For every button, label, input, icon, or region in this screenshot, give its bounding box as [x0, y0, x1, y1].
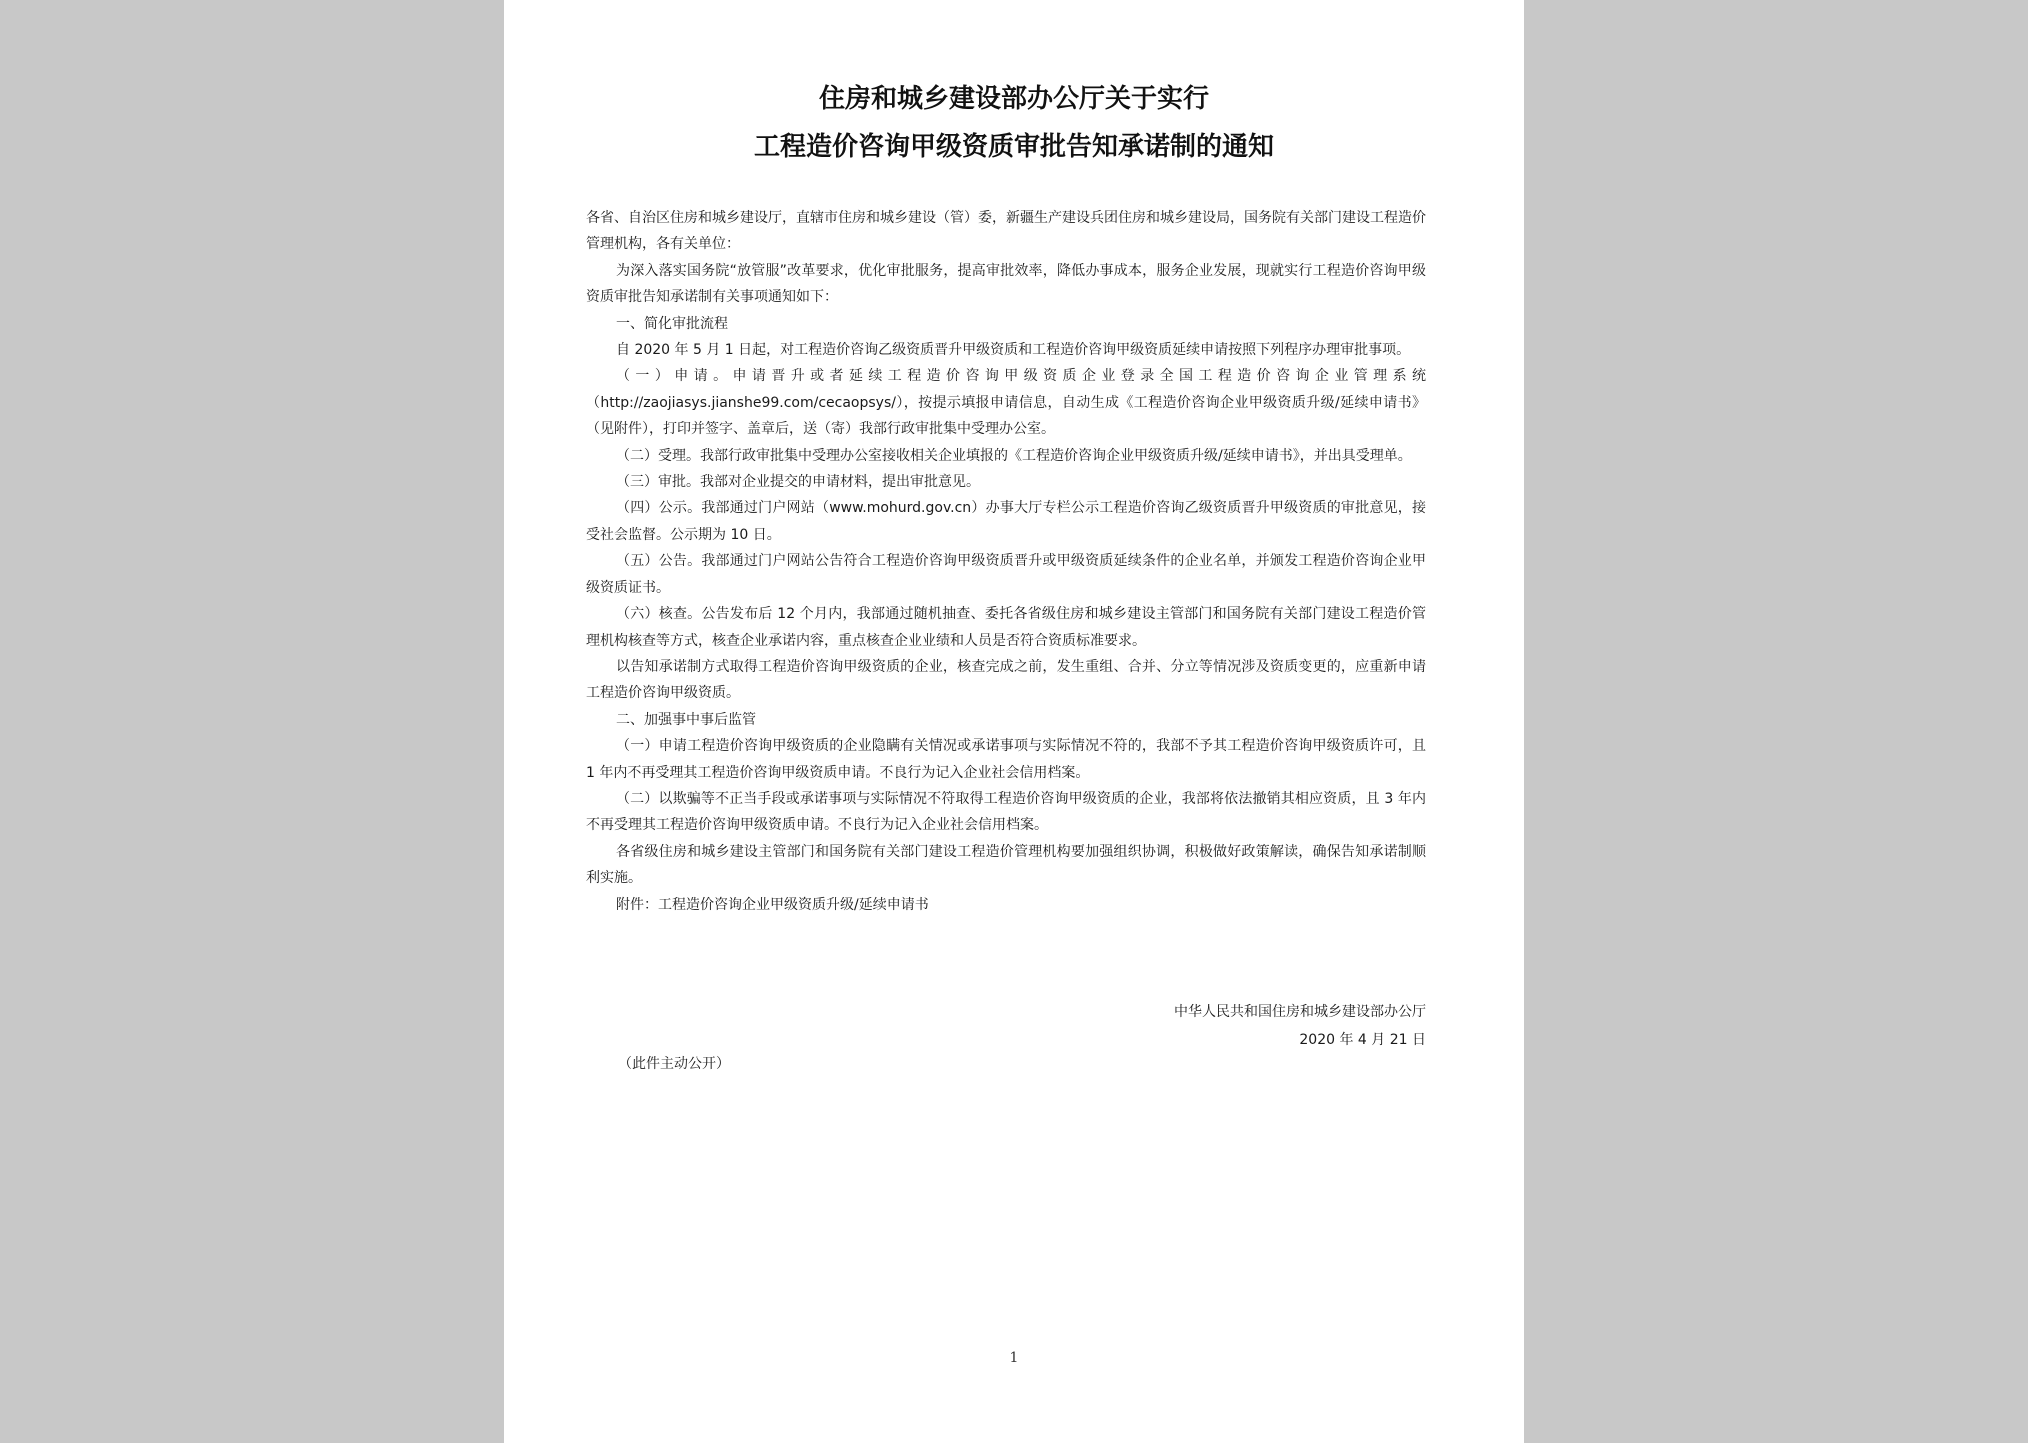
section-heading-2: 二、加强事中事后监管	[616, 711, 756, 728]
document-title-line-2: 工程造价咨询甲级资质审批告知承诺制的通知	[753, 132, 1274, 162]
body-paragraph: 自 2020 年 5 月 1 日起，对工程造价咨询乙级资质晋升甲级资质和工程造价咨询甲级资质延续申请按照下列程序办理审批事项。	[616, 342, 1411, 359]
body-paragraph: （一）申请。申请晋升或者延续工程造价咨询甲级资质企业登录全国工程造价咨询企业管理系统（http://zaojiasys.jianshe99.com/cecaopsys/），按提示填报申请信息，自动生成《工程造价咨询企业甲级资质升级/延续申请书》（见附件），打印并签字、盖章后，送（寄）我部行政审批集中受理办公室。	[586, 368, 1426, 438]
signature-block	[586, 998, 1426, 1054]
body-paragraph: （一）申请工程造价咨询甲级资质的企业隐瞒有关情况或承诺事项与实际情况不符的，我部不予其工程造价咨询甲级资质许可，且 1 年内不再受理其工程造价咨询甲级资质申请。不良行为记入企业社会信用档案。	[586, 738, 1426, 781]
body-paragraph: （四）公示。我部通过门户网站（www.mohurd.gov.cn）办事大厅专栏公示工程造价咨询乙级资质晋升甲级资质的审批意见，接受社会监督。公示期为 10 日。	[586, 500, 1426, 543]
body-paragraph: （二）受理。我部行政审批集中受理办公室接收相关企业填报的《工程造价咨询企业甲级资质升级/延续申请书》，并出具受理单。	[616, 447, 1412, 464]
issuer-name: 中华人民共和国住房和城乡建设部办公厅	[1174, 1004, 1426, 1020]
page-number: 1	[1009, 1350, 1019, 1366]
document-page	[504, 0, 1524, 1443]
body-paragraph: （二）以欺骗等不正当手段或承诺事项与实际情况不符取得工程造价咨询甲级资质的企业，我部将依法撤销其相应资质，且 3 年内不再受理其工程造价咨询甲级资质申请。不良行为记入企业社会信用档案。	[586, 790, 1426, 834]
body-paragraph: 以告知承诺制方式取得工程造价咨询甲级资质的企业，核查完成之前，发生重组、合并、分立等情况涉及资质变更的，应重新申请工程造价咨询甲级资质。	[586, 658, 1426, 702]
body-paragraph: （五）公告。我部通过门户网站公告符合工程造价咨询甲级资质晋升或甲级资质延续条件的企业名单，并颁发工程造价咨询企业甲级资质证书。	[586, 553, 1426, 596]
issue-date: 2020 年 4 月 21 日	[1299, 1032, 1426, 1048]
document-body	[586, 205, 1426, 918]
document-title-line-1: 住房和城乡建设部办公厅关于实行	[818, 84, 1209, 114]
intro-paragraph: 为深入落实国务院“放管服”改革要求，优化审批服务，提高审批效率，降低办事成本，服务企业发展，现就实行工程造价咨询甲级资质审批告知承诺制有关事项通知如下：	[586, 262, 1426, 306]
body-paragraph: （三）审批。我部对企业提交的申请材料，提出审批意见。	[616, 474, 980, 491]
section-heading-1: 一、简化审批流程	[616, 315, 728, 332]
body-paragraph: 各省级住房和城乡建设主管部门和国务院有关部门建设工程造价管理机构要加强组织协调，积极做好政策解读，确保告知承诺制顺利实施。	[586, 843, 1426, 887]
disclosure-note: （此件主动公开）	[618, 1056, 730, 1072]
attachment-line: 附件：工程造价咨询企业甲级资质升级/延续申请书	[616, 896, 929, 913]
salutation-paragraph: 各省、自治区住房和城乡建设厅，直辖市住房和城乡建设（管）委，新疆生产建设兵团住房和城乡建设局，国务院有关部门建设工程造价管理机构，各有关单位：	[586, 210, 1426, 253]
body-paragraph: （六）核查。公告发布后 12 个月内，我部通过随机抽查、委托各省级住房和城乡建设主管部门和国务院有关部门建设工程造价管理机构核查等方式，核查企业承诺内容，重点核查企业业绩和人员是否符合资质标准要求。	[586, 606, 1426, 649]
